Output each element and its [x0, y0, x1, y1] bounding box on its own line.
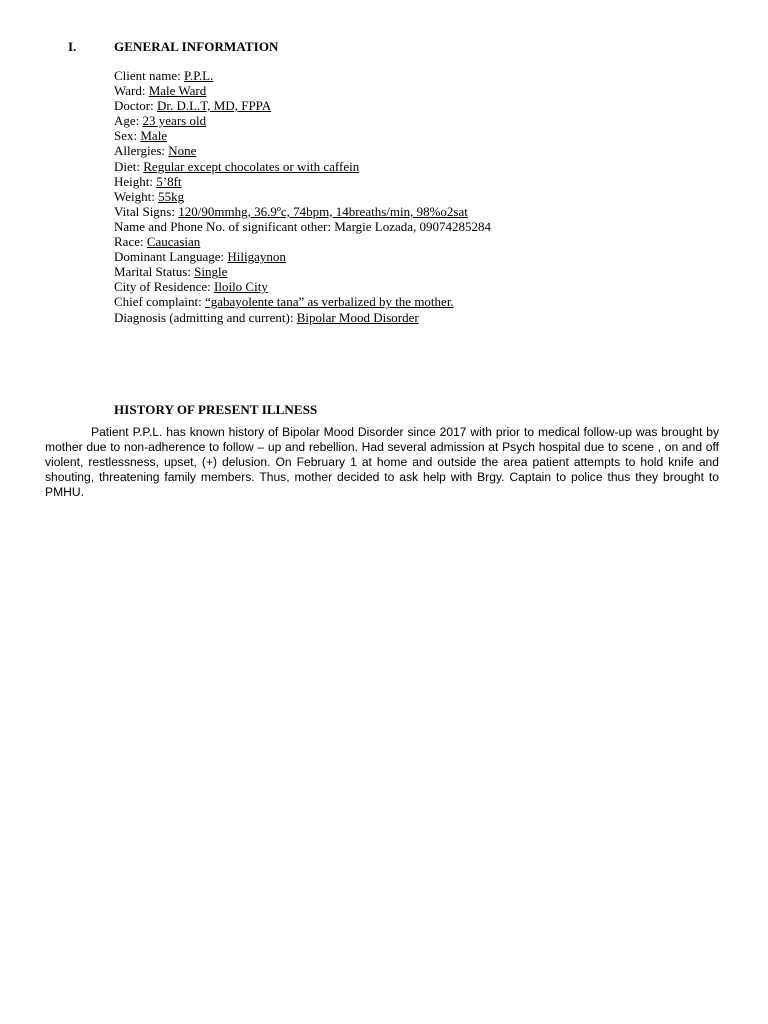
info-row: [114, 249, 734, 264]
info-value: 5’8ft: [156, 173, 182, 189]
info-label: Diet:: [114, 158, 140, 174]
general-information-list: [114, 68, 734, 325]
info-row: [114, 310, 734, 325]
info-label: Name and Phone No. of significant other:: [114, 218, 331, 234]
info-label: Allergies:: [114, 143, 166, 159]
history-paragraph: Patient P.P.L. has known history of Bipolar Mood Disorder since 2017 with prior to medical follow-up was brought by mother due to non-adherence to follow – up and rebellion. Had several admission at Psych hospital due to scene , on and off violent, restlessness, upset, (+) delusion. On February 1 at home and outside the area patient attempts to hold knife and shouting, threatening family members. Thus, mother decided to ask help with Brgy. Captain to police thus they brought to PMHU.: [45, 425, 719, 499]
info-value: “gabayolente tana” as verbalized by the mother.: [204, 294, 454, 310]
info-value: None: [168, 143, 197, 159]
info-row: [114, 143, 734, 158]
info-row: [114, 159, 734, 174]
info-row: [114, 234, 734, 249]
info-value: Regular except chocolates or with caffein: [143, 158, 360, 174]
info-label: City of Residence:: [114, 279, 211, 295]
info-label: Doctor:: [114, 98, 154, 114]
info-value: Bipolar Mood Disorder: [296, 309, 419, 325]
info-value: 23 years old: [142, 113, 207, 129]
info-value: Male Ward: [148, 83, 207, 99]
info-row: [114, 294, 734, 309]
info-label: Sex:: [114, 128, 138, 144]
info-label: Marital Status:: [114, 264, 191, 280]
info-value: Dr. D.L.T, MD, FPPA: [156, 98, 272, 114]
info-value: Male: [140, 128, 168, 144]
info-value: Hiligaynon: [227, 249, 286, 265]
info-label: Weight:: [114, 188, 155, 204]
info-label: Vital Signs:: [114, 203, 175, 219]
info-value: 55kg: [158, 188, 185, 204]
info-label: Age:: [114, 113, 140, 129]
info-row: [114, 279, 734, 294]
info-label: Height:: [114, 173, 153, 189]
info-label: Race:: [114, 234, 144, 250]
info-label: Client name:: [114, 68, 181, 83]
info-value: Iloilo City: [214, 279, 268, 295]
info-label: Diagnosis (admitting and current):: [114, 309, 294, 325]
info-row: [114, 98, 734, 113]
info-row: [114, 264, 734, 279]
info-row: [114, 68, 734, 83]
info-row: [114, 174, 734, 189]
info-row: [114, 219, 734, 234]
info-label: Ward:: [114, 83, 146, 99]
info-value: 120/90mmhg, 36.9ºc, 74bpm, 14breaths/min, 98%o2sat: [178, 203, 468, 219]
history-heading: HISTORY OF PRESENT ILLNESS: [114, 402, 318, 417]
info-value: P.P.L.: [184, 68, 214, 83]
info-row: [114, 83, 734, 98]
info-value: Margie Lozada, 09074285284: [334, 218, 492, 234]
info-label: Chief complaint:: [114, 294, 202, 310]
info-label: Dominant Language:: [114, 249, 225, 265]
info-row: [114, 204, 734, 219]
info-row: [114, 189, 734, 204]
general-information-heading: GENERAL INFORMATION: [114, 39, 279, 54]
info-row: [114, 128, 734, 143]
info-value: Single: [194, 264, 228, 280]
info-value: Caucasian: [146, 234, 201, 250]
section-number: I.: [68, 39, 77, 54]
info-row: [114, 113, 734, 128]
